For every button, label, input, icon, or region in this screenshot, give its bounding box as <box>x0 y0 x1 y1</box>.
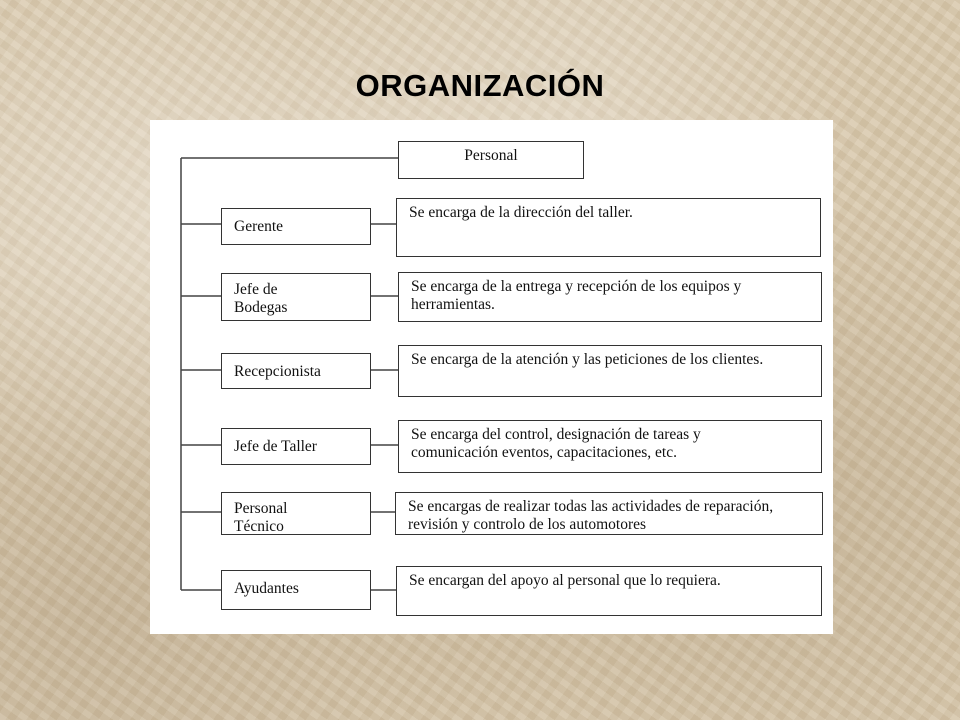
description-box-jefe-de-bodegas: Se encarga de la entrega y recepción de los equipos y herramientas. <box>398 272 822 322</box>
description-box-ayudantes: Se encargan del apoyo al personal que lo requiera. <box>396 566 822 616</box>
description-box-recepcionista: Se encarga de la atención y las peticiones de los clientes. <box>398 345 822 397</box>
org-chart-panel <box>150 120 833 634</box>
role-box-recepcionista: Recepcionista <box>221 353 371 389</box>
role-box-ayudantes: Ayudantes <box>221 570 371 610</box>
role-box-jefe-de-taller: Jefe de Taller <box>221 428 371 465</box>
role-box-jefe-de-bodegas: Jefe de Bodegas <box>221 273 371 321</box>
role-box-personal-tecnico: Personal Técnico <box>221 492 371 535</box>
description-box-gerente: Se encarga de la dirección del taller. <box>396 198 821 257</box>
root-node: Personal <box>398 141 584 179</box>
description-box-jefe-de-taller: Se encarga del control, designación de tareas y comunicación eventos, capacitaciones, etc. <box>398 420 822 473</box>
slide-title: ORGANIZACIÓN <box>355 68 605 103</box>
role-box-gerente: Gerente <box>221 208 371 245</box>
description-box-personal-tecnico: Se encargas de realizar todas las actividades de reparación, revisión y controlo de los automotores <box>395 492 823 535</box>
